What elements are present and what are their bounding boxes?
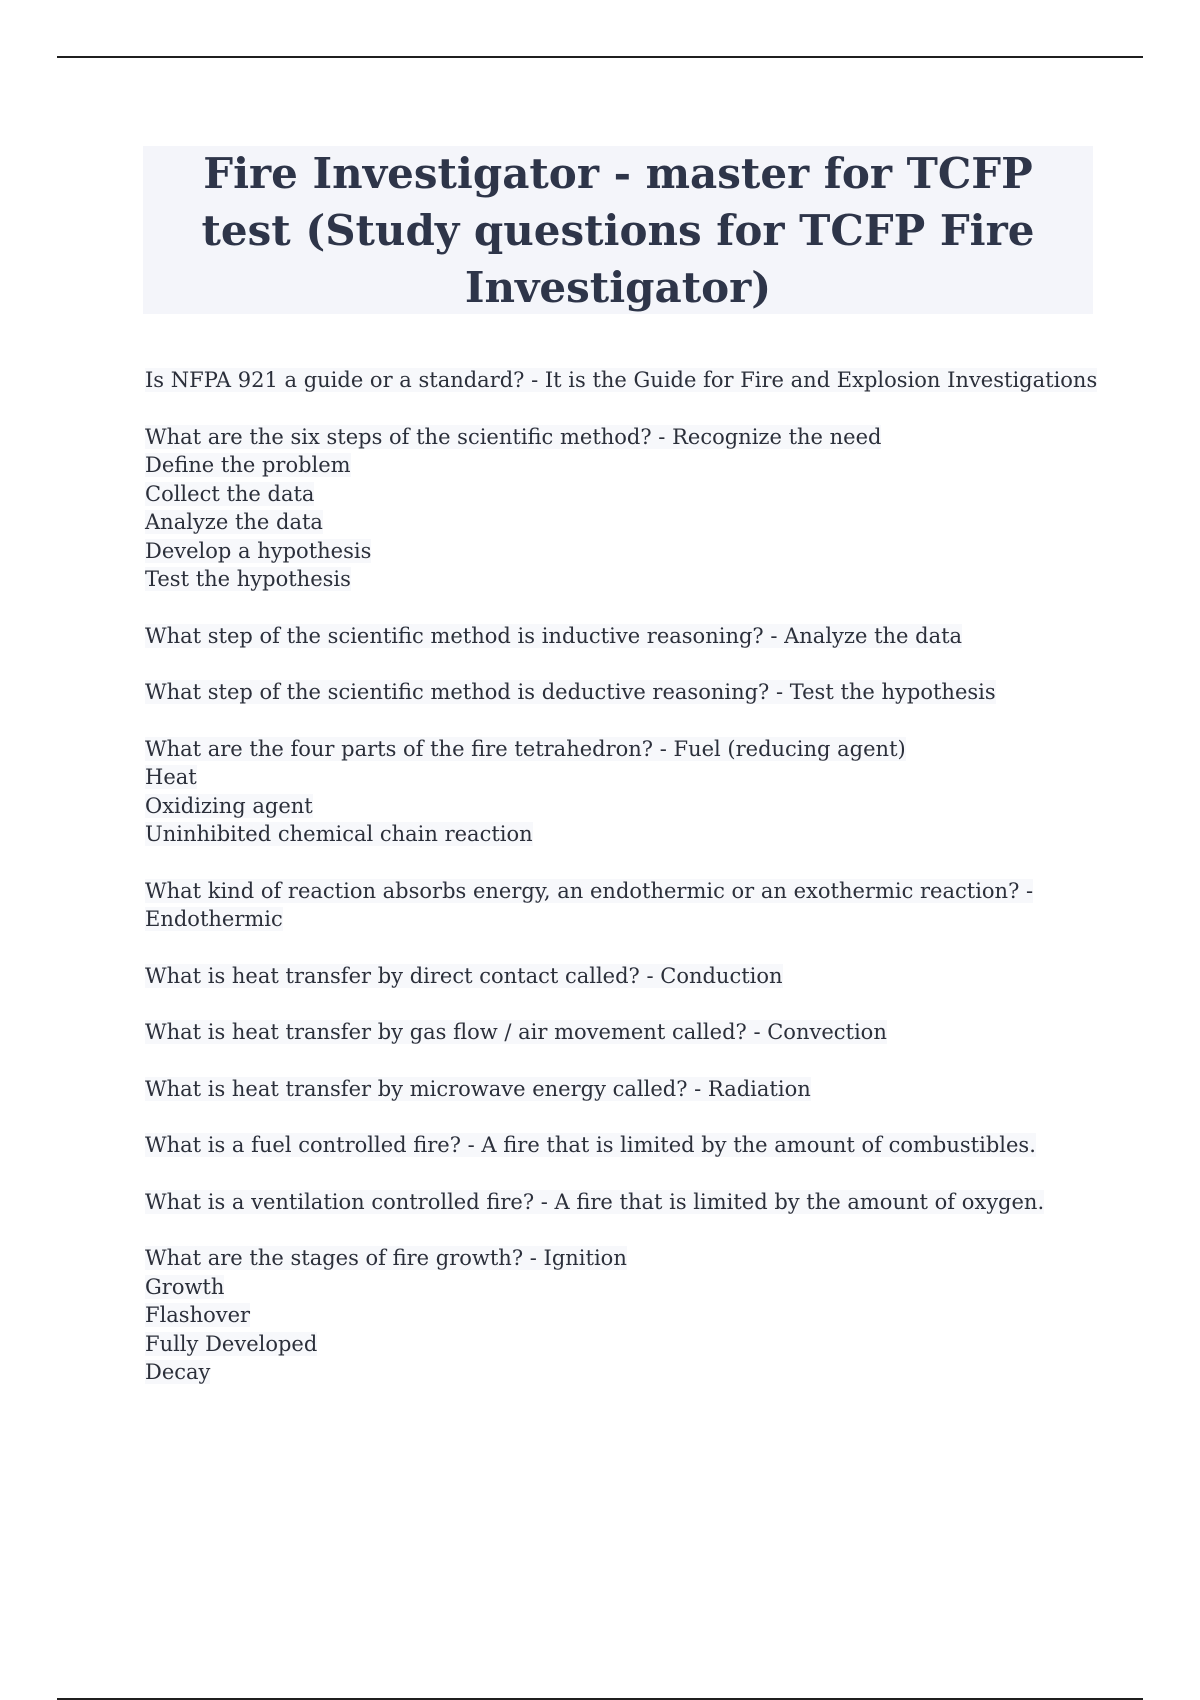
qa-question-line [145, 622, 1065, 651]
qa-question-line [145, 1188, 1065, 1217]
qa-line-text: What are the six steps of the scientific method? - Recognize the need [145, 424, 882, 449]
qa-answer-line [145, 1301, 1065, 1330]
qa-answer-line [145, 763, 1065, 792]
qa-line-text: What step of the scientific method is inductive reasoning? - Analyze the data [145, 623, 963, 648]
qa-line-text: What is a fuel controlled fire? - A fire that is limited by the amount of combustibles. [145, 1133, 1036, 1157]
qa-item [145, 962, 1065, 991]
qa-item [145, 622, 1065, 651]
qa-item [145, 1188, 1065, 1217]
qa-item [145, 1075, 1065, 1104]
qa-line-text: Growth [145, 1274, 225, 1299]
qa-item [145, 1244, 1065, 1387]
qa-line-text: Oxidizing agent [145, 793, 313, 818]
header-rule [57, 56, 1143, 58]
qa-line-text: What is heat transfer by microwave energy called? - Radiation [145, 1076, 811, 1101]
title-box [143, 146, 1093, 314]
qa-item [145, 735, 1065, 849]
qa-line-text: What step of the scientific method is deductive reasoning? - Test the hypothesis [145, 680, 996, 704]
qa-line-text: Define the problem [145, 453, 351, 477]
qa-question-line [145, 1131, 1065, 1160]
qa-answer-line [145, 1330, 1065, 1359]
qa-answer-line [145, 1358, 1065, 1387]
qa-answer-line [145, 480, 1065, 509]
qa-question-line [145, 962, 1065, 991]
qa-question-line [145, 423, 1065, 452]
qa-line-text: What is heat transfer by gas flow / air movement called? - Convection [145, 1020, 887, 1044]
qa-answer-line [145, 565, 1065, 594]
qa-line-text: What is a ventilation controlled fire? - A fire that is limited by the amount of oxygen. [145, 1189, 1045, 1214]
qa-question-line [145, 678, 1065, 707]
qa-line-text: Develop a hypothesis [145, 538, 372, 563]
qa-question-line [145, 1018, 1065, 1047]
qa-line-text: Flashover [145, 1303, 251, 1327]
qa-line-text: What are the four parts of the fire tetrahedron? - Fuel (reducing agent) [145, 736, 906, 761]
qa-answer-line [145, 508, 1065, 537]
qa-item [145, 1131, 1065, 1160]
qa-question-line [145, 877, 1065, 906]
document-title: Fire Investigator - master for TCFP test (Study questions for TCFP Fire Investigator) [201, 148, 1035, 312]
qa-line-text: Collect the data [145, 481, 315, 506]
qa-answer-line [145, 451, 1065, 480]
qa-line-text: Is NFPA 921 a guide or a standard? - It is the Guide for Fire and Explosion Investigations [145, 368, 1098, 392]
qa-line-text: Fully Developed [145, 1331, 318, 1356]
qa-answer-line [145, 820, 1065, 849]
qa-answer-line [145, 905, 1065, 934]
qa-item [145, 423, 1065, 594]
qa-line-text: Test the hypothesis [145, 567, 351, 591]
qa-line-text: What kind of reaction absorbs energy, an endothermic or an exothermic reaction? - [145, 878, 1034, 903]
qa-line-text: Decay [145, 1360, 211, 1384]
qa-question-line [145, 1075, 1065, 1104]
qa-answer-line [145, 1273, 1065, 1302]
qa-item [145, 366, 1098, 395]
qa-line-text: What is heat transfer by direct contact called? - Conduction [145, 963, 783, 988]
qa-question-line [145, 366, 1098, 395]
qa-item [145, 678, 1065, 707]
qa-item [145, 1018, 1065, 1047]
qa-question-line [145, 1244, 1065, 1273]
qa-answer-line [145, 792, 1065, 821]
qa-line-text: Heat [145, 765, 197, 789]
qa-answer-line [145, 537, 1065, 566]
qa-line-text: Analyze the data [145, 510, 323, 534]
qa-line-text: What are the stages of fire growth? - Ignition [145, 1246, 627, 1270]
qa-item [145, 877, 1065, 934]
qa-question-line [145, 735, 1065, 764]
qa-line-text: Uninhibited chemical chain reaction [145, 822, 533, 846]
qa-line-text: Endothermic [145, 907, 283, 931]
qa-list [145, 366, 1098, 1415]
